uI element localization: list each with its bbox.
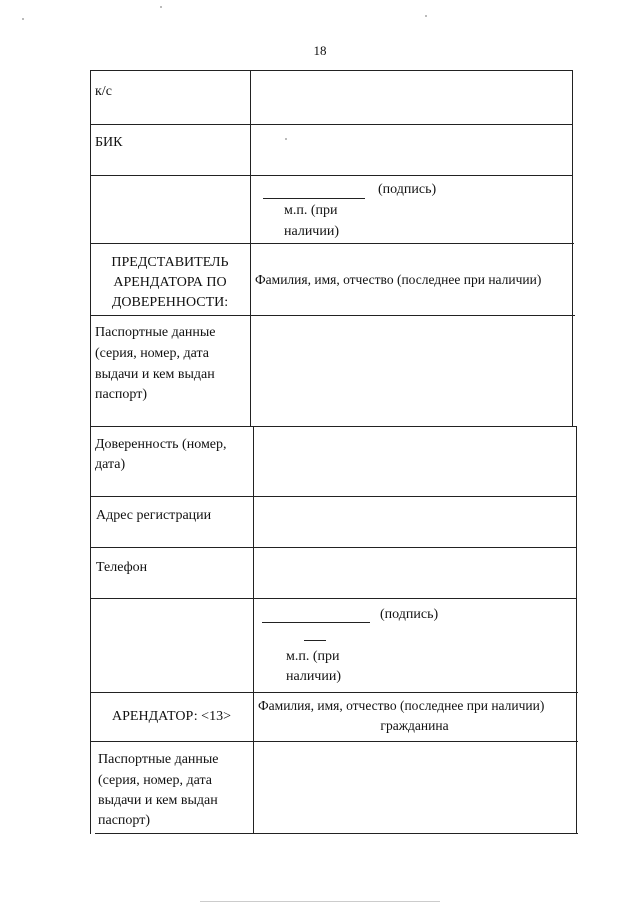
column-divider bbox=[250, 70, 251, 426]
passport-label-line1: Паспортные данные bbox=[98, 752, 219, 767]
stamp-caption-line1: м.п. (при bbox=[284, 203, 338, 218]
stamp-caption-line1: м.п. (при bbox=[286, 649, 340, 664]
passport-label-line2: (серия, номер, дата bbox=[95, 346, 209, 361]
row-divider bbox=[90, 315, 575, 316]
row-divider bbox=[90, 692, 578, 693]
form-table bbox=[90, 70, 578, 835]
row-divider bbox=[90, 598, 577, 599]
tenant-label: АРЕНДАТОР: <13> bbox=[112, 709, 231, 724]
page-number: 18 bbox=[313, 43, 327, 58]
ks-label: к/с bbox=[95, 84, 112, 99]
signature-caption: (подпись) bbox=[380, 607, 439, 622]
tenant-fio-caption-line2: гражданина bbox=[380, 718, 449, 733]
signature-line bbox=[263, 198, 365, 199]
scan-edge bbox=[200, 901, 440, 902]
bik-label: БИК bbox=[95, 135, 123, 150]
passport-label-line3: выдачи и кем выдан bbox=[98, 793, 218, 808]
row-divider bbox=[90, 547, 577, 548]
power-of-attorney-line2: дата) bbox=[95, 457, 126, 472]
row-divider bbox=[90, 124, 573, 125]
scan-speck bbox=[22, 18, 24, 20]
stamp-caption-line2: наличии) bbox=[286, 669, 341, 684]
representative-label-line2: АРЕНДАТОРА ПО bbox=[113, 275, 227, 290]
passport-label-line1: Паспортные данные bbox=[95, 325, 216, 340]
row-divider bbox=[90, 175, 573, 176]
row-divider bbox=[90, 496, 576, 497]
signature-caption: (подпись) bbox=[378, 182, 437, 197]
tenant-fio-caption-line1: Фамилия, имя, отчество (последнее при наличии) bbox=[258, 698, 545, 713]
power-of-attorney-line1: Доверенность (номер, bbox=[95, 437, 227, 452]
passport-label-line3: выдачи и кем выдан bbox=[95, 367, 215, 382]
row-divider bbox=[90, 426, 576, 427]
passport-label-line2: (серия, номер, дата bbox=[98, 773, 212, 788]
table-border-right bbox=[572, 70, 573, 426]
column-divider bbox=[253, 426, 254, 834]
signature-line bbox=[262, 622, 370, 623]
scan-speck bbox=[425, 15, 427, 17]
stamp-caption-line2: наличии) bbox=[284, 224, 339, 239]
row-divider bbox=[90, 741, 578, 742]
representative-fio-caption: Фамилия, имя, отчество (последнее при наличии) bbox=[255, 272, 542, 287]
representative-label-line1: ПРЕДСТАВИТЕЛЬ bbox=[111, 255, 229, 270]
phone-label: Телефон bbox=[96, 560, 148, 575]
stamp-line bbox=[304, 640, 326, 641]
table-border-top bbox=[90, 70, 572, 71]
address-label: Адрес регистрации bbox=[96, 508, 212, 523]
passport-label-line4: паспорт) bbox=[98, 813, 151, 828]
passport-label-line4: паспорт) bbox=[95, 387, 148, 402]
representative-label-line3: ДОВЕРЕННОСТИ: bbox=[111, 295, 229, 310]
table-border-bottom bbox=[95, 833, 578, 834]
scan-speck bbox=[160, 6, 162, 8]
row-divider bbox=[90, 243, 574, 244]
table-border-right bbox=[576, 426, 577, 834]
